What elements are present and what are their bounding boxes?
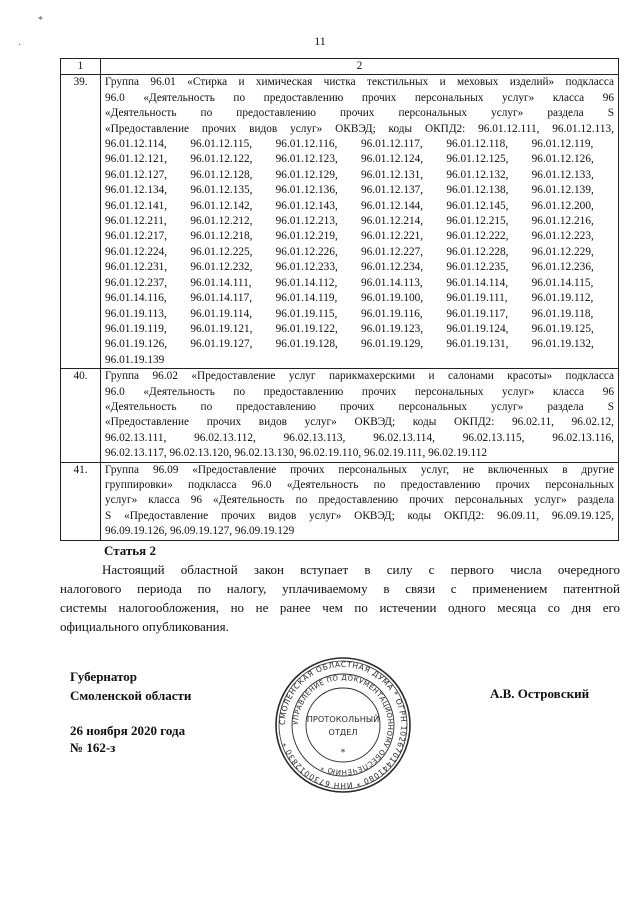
okpd2-code: 96.01.12.219, <box>275 230 338 243</box>
row-description <box>101 75 619 369</box>
desc-line: S «Предоставление прочих видов услуг» ОКВЭД; коды ОКПД2: 96.09.11, 96.09.19.125, <box>105 509 614 522</box>
row-number: 40. <box>61 369 101 462</box>
okpd2-code: 96.01.12.114, <box>105 138 167 151</box>
desc-line: «Предоставление прочих видов услуг» ОКВЭД; коды ОКПД2: 96.02.11, 96.02.12, <box>105 416 614 429</box>
signing-date: 26 ноября 2020 года <box>70 723 186 738</box>
table-header-row <box>61 59 619 75</box>
okpd2-code: 96.01.19.116, <box>361 307 423 320</box>
okpd2-code: 96.01.19.129, <box>361 338 424 351</box>
okpd2-code: 96.01.12.234, <box>361 261 424 274</box>
okpd2-code: 96.01.14.119, <box>275 292 338 305</box>
okpd2-code: 96.01.12.211, <box>105 215 167 228</box>
okpd2-code: 96.01.19.139 <box>105 353 165 366</box>
okpd2-code: 96.01.19.128, <box>275 338 338 351</box>
okpd2-code: 96.01.19.111, <box>446 292 508 305</box>
okpd2-code: 96.01.12.117, <box>361 138 423 151</box>
okpd2-code: 96.01.12.145, <box>446 199 509 212</box>
okpd2-code: 96.01.12.133, <box>531 168 594 181</box>
okpd2-code: 96.01.19.100, <box>361 292 424 305</box>
stamp-outer-text: СМОЛЕНСКАЯ ОБЛАСТНАЯ ДУМА * ОГРН 1026701441080 * ИНН 6730012830 * <box>277 659 409 791</box>
desc-line: «Деятельность по предоставлению прочих персональных услуг» раздела S <box>105 107 614 120</box>
position-line: Губернатор <box>70 669 138 684</box>
signatory-position <box>70 667 191 705</box>
okpd2-code: 96.01.12.136, <box>275 184 338 197</box>
okpd2-code: 96.01.19.115, <box>275 307 338 320</box>
article-line: системы налогообложения, но не ранее чем по истечении одного месяца со дня его <box>60 600 620 615</box>
table-row <box>61 75 619 369</box>
stamp-inner-text: УПРАВЛЕНИЕ ПО ДОКУМЕНТАЦИОННОМУ ОБЕСПЕЧЕНИЮ * <box>291 673 395 777</box>
position-line: Смоленской области <box>70 688 192 703</box>
okpd2-code: 96.01.12.118, <box>446 138 509 151</box>
table-row <box>61 462 619 540</box>
okpd2-code: 96.01.12.125, <box>446 153 509 166</box>
desc-line: услуг» класса 96 «Деятельность по предоставлению прочих персональных услуг» раздела <box>105 494 614 507</box>
stamp-star-icon: * <box>340 748 346 758</box>
okpd2-code: 96.01.12.121, <box>105 153 168 166</box>
okpd2-code: 96.01.19.131, <box>446 338 509 351</box>
okpd2-code: 96.01.12.228, <box>446 245 509 258</box>
okpd2-code: 96.01.19.114, <box>190 307 253 320</box>
okpd2-code: 96.01.12.139, <box>531 184 594 197</box>
okpd2-code: 96.01.14.113, <box>361 276 423 289</box>
okpd2-code: 96.01.12.135, <box>190 184 253 197</box>
okpd2-code: 96.01.12.235, <box>446 261 509 274</box>
okpd2-code: 96.01.19.126, <box>105 338 168 351</box>
desc-line: «Предоставление прочих видов услуг» ОКВЭД; коды ОКПД2: 96.01.12.111, 96.01.12.113, <box>105 122 614 135</box>
header-col-1: 1 <box>61 59 101 75</box>
article-body <box>60 560 620 636</box>
article-line: официального опубликования. <box>60 619 229 634</box>
okpd2-code: 96.01.12.126, <box>531 153 594 166</box>
okpd2-code: 96.01.14.112, <box>275 276 338 289</box>
law-number: № 162-з <box>70 740 116 755</box>
okpd2-code: 96.01.12.128, <box>190 168 253 181</box>
okpd2-code: 96.01.12.122, <box>190 153 253 166</box>
okpd2-code: 96.01.12.127, <box>105 168 168 181</box>
desc-line: группировки» подкласса 96.0 «Деятельность по предоставлению прочих персональных <box>105 478 614 491</box>
okpd2-code: 96.01.19.118, <box>531 307 594 320</box>
okpd2-code: 96.01.14.111, <box>190 276 252 289</box>
okpd2-code: 96.01.12.227, <box>361 245 424 258</box>
okpd2-code: 96.01.19.119, <box>105 322 167 335</box>
article-title: Статья 2 <box>104 543 156 558</box>
okpd2-code: 96.01.14.116, <box>105 292 167 305</box>
okpd2-code: 96.01.12.115, <box>190 138 253 151</box>
page-number: 11 <box>314 34 326 48</box>
scan-mark-left: * <box>38 15 43 26</box>
okpd2-code: 96.01.19.122, <box>275 322 338 335</box>
okpd2-code: 96.01.19.125, <box>531 322 594 335</box>
okpd2-code: 96.01.12.142, <box>190 199 253 212</box>
okpd2-code: 96.01.12.129, <box>275 168 338 181</box>
okpd2-codes-grid <box>105 137 614 368</box>
okpd2-code: 96.01.12.141, <box>105 199 168 212</box>
okpd2-code: 96.01.12.229, <box>531 245 594 258</box>
okpd2-code: 96.01.19.113, <box>105 307 167 320</box>
okpd2-code: 96.01.12.131, <box>361 168 424 181</box>
signing-details <box>70 722 185 756</box>
okpd2-code: 96.01.19.123, <box>361 322 424 335</box>
okpd2-code: 96.01.12.119, <box>531 138 594 151</box>
okpd2-code: 96.01.12.237, <box>105 276 168 289</box>
row-number: 41. <box>61 462 101 540</box>
article-line: Настоящий областной закон вступает в силу с первого числа очередного <box>102 562 620 577</box>
stamp-center-line1: ПРОТОКОЛЬНЫЙ <box>306 714 380 724</box>
okpd2-code: 96.01.12.221, <box>361 230 424 243</box>
scan-mark-left2: · <box>18 40 22 51</box>
okpd2-code: 96.01.12.123, <box>275 153 338 166</box>
okpd2-code: 96.01.12.116, <box>275 138 338 151</box>
okpd2-code: 96.01.19.117, <box>446 307 509 320</box>
official-stamp <box>273 655 413 795</box>
row-number: 39. <box>61 75 101 369</box>
okpd2-code: 96.01.12.132, <box>446 168 509 181</box>
okpd2-code: 96.01.12.215, <box>446 215 509 228</box>
okpd2-code: 96.01.12.212, <box>190 215 253 228</box>
row-description <box>101 369 619 462</box>
desc-line: Группа 96.02 «Предоставление услуг парикмахерскими и салонами красоты» подкласса <box>105 370 614 383</box>
okpd2-code: 96.01.12.137, <box>361 184 424 197</box>
article-line: налогового периода по налогу, уплачиваемому в связи с применением патентной <box>60 581 620 596</box>
okpd2-code: 96.01.19.121, <box>190 322 253 335</box>
okpd2-code: 96.01.12.224, <box>105 245 168 258</box>
okpd2-code: 96.01.12.233, <box>275 261 338 274</box>
desc-line: 96.0 «Деятельность по предоставлению прочих персональных услуг» класса 96 <box>105 91 614 104</box>
stamp-center-line2: ОТДЕЛ <box>328 727 358 737</box>
okpd2-code: 96.01.14.115, <box>531 276 594 289</box>
okpd2-code: 96.01.12.231, <box>105 261 168 274</box>
okpd2-code: 96.01.19.127, <box>190 338 253 351</box>
desc-line: 96.02.13.117, 96.02.13.120, 96.02.13.130, 96.02.19.110, 96.02.19.111, 96.02.19.112 <box>105 447 487 460</box>
desc-line: 96.0 «Деятельность по предоставлению прочих персональных услуг» класса 96 <box>105 385 614 398</box>
okpd2-code: 96.01.12.216, <box>531 215 594 228</box>
okpd2-code: 96.01.12.200, <box>531 199 594 212</box>
okpd2-code: 96.01.12.134, <box>105 184 168 197</box>
okpd2-code: 96.01.14.117, <box>190 292 253 305</box>
row-description <box>101 462 619 540</box>
desc-line: Группа 96.01 «Стирка и химическая чистка текстильных и меховых изделий» подкласса <box>105 76 614 89</box>
okpd2-code: 96.01.12.225, <box>190 245 253 258</box>
okpd2-code: 96.01.12.124, <box>361 153 424 166</box>
okpd2-code: 96.01.12.222, <box>446 230 509 243</box>
okpd2-code: 96.01.12.217, <box>105 230 168 243</box>
okpd2-code: 96.01.12.236, <box>531 261 594 274</box>
okpd2-code: 96.01.12.232, <box>190 261 253 274</box>
okpd2-code: 96.01.12.223, <box>531 230 594 243</box>
okpd2-code: 96.01.19.124, <box>446 322 509 335</box>
okpd2-code: 96.01.12.226, <box>275 245 338 258</box>
okpd2-code: 96.01.12.143, <box>275 199 338 212</box>
desc-line: «Деятельность по предоставлению прочих персональных услуг» раздела S <box>105 400 614 413</box>
okpd2-code: 96.01.12.218, <box>190 230 253 243</box>
table-row <box>61 369 619 462</box>
activity-table <box>60 58 619 541</box>
okpd2-code: 96.01.12.144, <box>361 199 424 212</box>
okpd2-code: 96.01.19.132, <box>531 338 594 351</box>
header-col-2: 2 <box>101 59 619 75</box>
signatory-name: А.В. Островский <box>490 686 590 701</box>
desc-line: Группа 96.09 «Предоставление прочих персональных услуг, не включенных в другие <box>105 463 614 476</box>
okpd2-code: 96.01.12.138, <box>446 184 509 197</box>
okpd2-code: 96.01.19.112, <box>531 292 594 305</box>
okpd2-code: 96.01.12.213, <box>275 215 338 228</box>
desc-line: 96.02.13.111, 96.02.13.112, 96.02.13.113, 96.02.13.114, 96.02.13.115, 96.02.13.116, <box>105 431 614 444</box>
okpd2-code: 96.01.12.214, <box>361 215 424 228</box>
desc-line: 96.09.19.126, 96.09.19.127, 96.09.19.129 <box>105 525 295 538</box>
okpd2-code: 96.01.14.114, <box>446 276 509 289</box>
